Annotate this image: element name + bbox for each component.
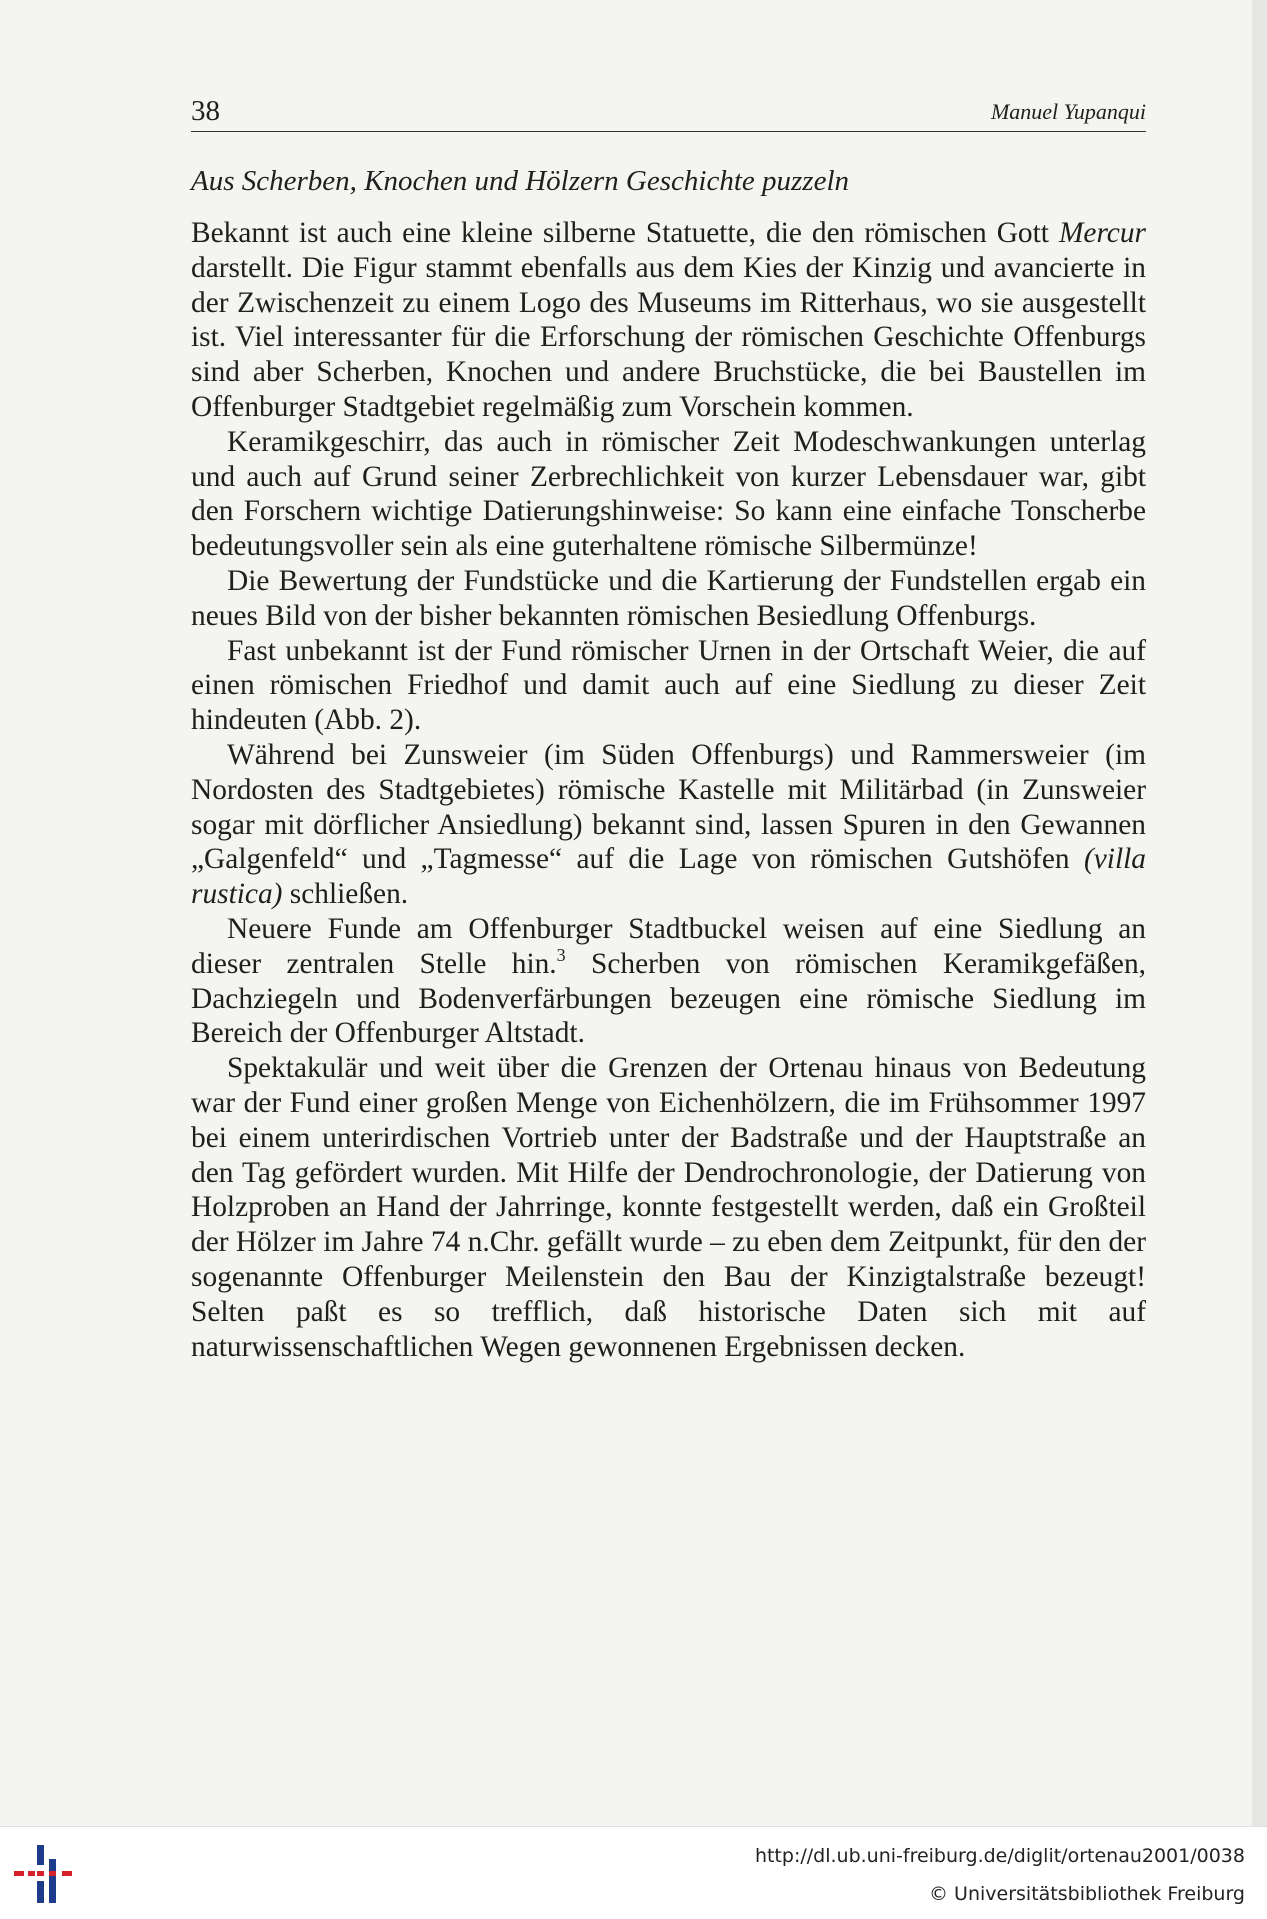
- copyright-notice: © Universitätsbibliothek Freiburg: [929, 1883, 1245, 1905]
- body-text: [191, 216, 1146, 1364]
- paragraph-6-text-b: Scherben von römischen Keramikgefäßen, Dachziegeln und Bodenverfärbungen bezeugen eine römische Siedlung im Bereich der Offenburger Altstadt.: [191, 947, 1146, 1050]
- footnote-reference[interactable]: 3: [556, 944, 566, 965]
- paragraph-5: [191, 738, 1146, 912]
- paragraph-4: Fast unbekannt ist der Fund römischer Urnen in der Ortschaft Weier, die auf einen römischen Friedhof und damit auch auf eine Siedlung zu dieser Zeit hindeuten (Abb. 2).: [191, 634, 1146, 737]
- running-head-author: Manuel Yupanqui: [990, 99, 1146, 124]
- paragraph-1-italic: Mercur: [1058, 217, 1146, 249]
- paragraph-6: [191, 912, 1146, 1051]
- ub-freiburg-logo-icon[interactable]: [14, 1841, 84, 1907]
- paragraph-5-text-a: Während bei Zunsweier (im Süden Offenburgs) und Rammersweier (im Nordosten des Stadtgebietes) römische Kastelle mit Militärbad (in Zunsweier sogar mit dörflicher Ansiedlung) bekannt sind, lassen Spuren in den Gewannen „Galgenfeld“ und „Tagmesse“ auf die Lage von römischen Gutshöfen: [191, 738, 1146, 876]
- section-title: Aus Scherben, Knochen und Hölzern Geschichte puzzeln: [191, 165, 850, 197]
- paragraph-1-text-a: Bekannt ist auch eine kleine silberne Statuette, die den römischen Gott: [191, 217, 1059, 249]
- paragraph-7: Spektakulär und weit über die Grenzen der Ortenau hinaus von Bedeutung war der Fund einer großen Menge von Eichenhölzern, die im Frühsommer 1997 bei einem unterirdischen Vortrieb unter der Badstraße und der Hauptstraße an den Tag gefördert wurden. Mit Hilfe der Dendrochronologie, der Datierung von Holzproben an Hand der Jahrringe, konnte festgestellt werden, daß ein Großteil der Hölzer im Jahre 74 n.Chr. gefällt wurde – zu eben dem Zeitpunkt, für den der sogenannte Offenburger Meilenstein den Bau der Kinzigtalstraße bezeugt! Selten paßt es so trefflich, daß historische Daten sich mit auf naturwissenschaftlichen Wegen gewonnenen Ergebnissen decken.: [191, 1052, 1146, 1363]
- paragraph-6-text-a: Neuere Funde am Offenburger Stadtbuckel weisen auf eine Siedlung an dieser zentralen Stelle hin.: [191, 912, 1146, 980]
- footer-bar: [0, 1826, 1267, 1919]
- paragraph-5-text-b: schließen.: [282, 878, 409, 911]
- paragraph-1: [191, 216, 1146, 425]
- permalink-url[interactable]: http://dl.ub.uni-freiburg.de/diglit/ortenau2001/0038: [754, 1845, 1245, 1867]
- paragraph-2: Keramikgeschirr, das auch in römischer Zeit Modeschwankungen unterlag und auch auf Grund seiner Zerbrechlichkeit von kurzer Lebensdauer war, gibt den Forschern wichtige Datierungshinweise: So kann eine einfache Tonscherbe bedeutungsvoller sein als eine guterhaltene römische Silbermünze!: [191, 425, 1146, 563]
- header-rule: [191, 131, 1146, 132]
- paragraph-3: Die Bewertung der Fundstücke und die Kartierung der Fundstellen ergab ein neues Bild von der bisher bekannten römischen Besiedlung Offenburgs.: [191, 564, 1146, 632]
- page-number: 38: [191, 95, 220, 127]
- paragraph-1-text-b: darstellt. Die Figur stammt ebenfalls aus dem Kies der Kinzig und avancierte in der Zwischenzeit zu einem Logo des Museums im Ritterhaus, wo sie ausgestellt ist. Viel interessanter für die Erforschung der römischen Geschichte Offenburgs sind aber Scherben, Knochen und andere Bruchstücke, die bei Baustellen im Offenburger Stadtgebiet regelmäßig zum Vorschein kommen.: [191, 251, 1146, 423]
- paper-edge: [1252, 0, 1267, 1826]
- paragraph-5-italic: (villa rustica): [191, 843, 1146, 911]
